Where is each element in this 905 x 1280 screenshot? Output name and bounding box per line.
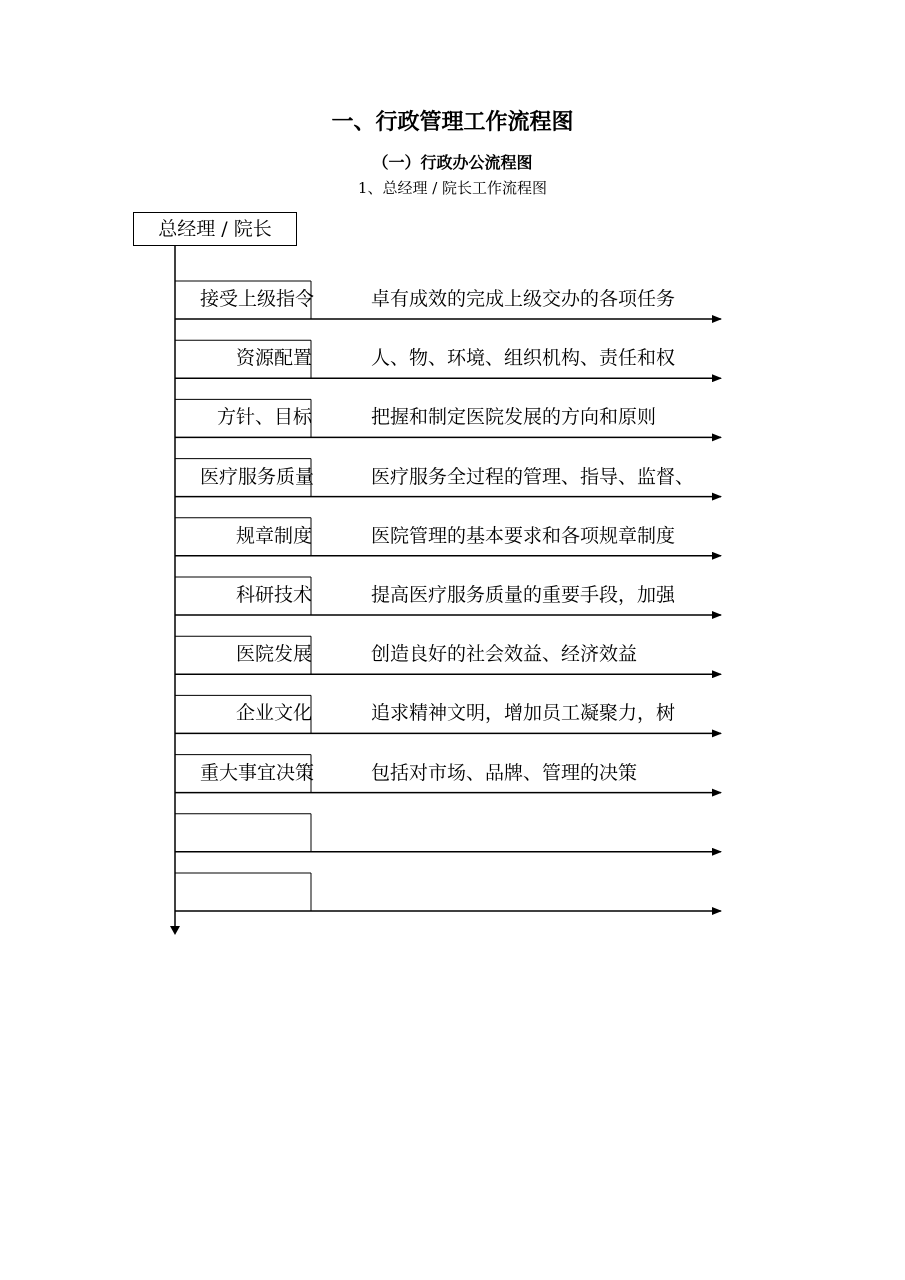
step-description: 把握和制定医院发展的方向和原则 [371,406,657,429]
step-label: 接受上级指令 [200,288,315,310]
section-subtitle: （一）行政办公流程图 [372,153,533,172]
step-label: 重大事宜决策 [200,761,315,784]
step-label [176,872,326,910]
step-label: 规章制度 [235,524,312,547]
step-description: 医疗服务全过程的管理、指导、监督、 [371,465,695,488]
step-label: 科研技术 [235,584,312,606]
step-label: 医疗服务质量 [200,465,315,488]
step-description: 医院管理的基本要求和各项规章制度 [371,524,676,547]
chart-caption: 1、总经理 / 院长工作流程图 [357,179,548,197]
step-description: 创造良好的社会效益、经济效益 [371,643,638,666]
page-title: 一、行政管理工作流程图 [331,110,574,135]
root-node-label: 总经理 / 院长 [158,218,272,240]
step-label: 资源配置 [235,347,312,370]
step-description: 人、物、环境、组织机构、责任和权 [371,347,676,370]
step-label: 医院发展 [235,643,312,666]
step-label: 企业文化 [235,702,312,725]
step-description: 卓有成效的完成上级交办的各项任务 [371,288,676,310]
step-description: 追求精神文明，增加员工凝聚力，树 [371,702,676,725]
step-label: 方针、目标 [216,406,312,429]
trunk-arrow-down-icon [170,926,180,935]
step-label [176,813,326,851]
step-description: 包括对市场、品牌、管理的决策 [371,761,638,784]
step-description: 提高医疗服务质量的重要手段，加强 [371,584,676,606]
